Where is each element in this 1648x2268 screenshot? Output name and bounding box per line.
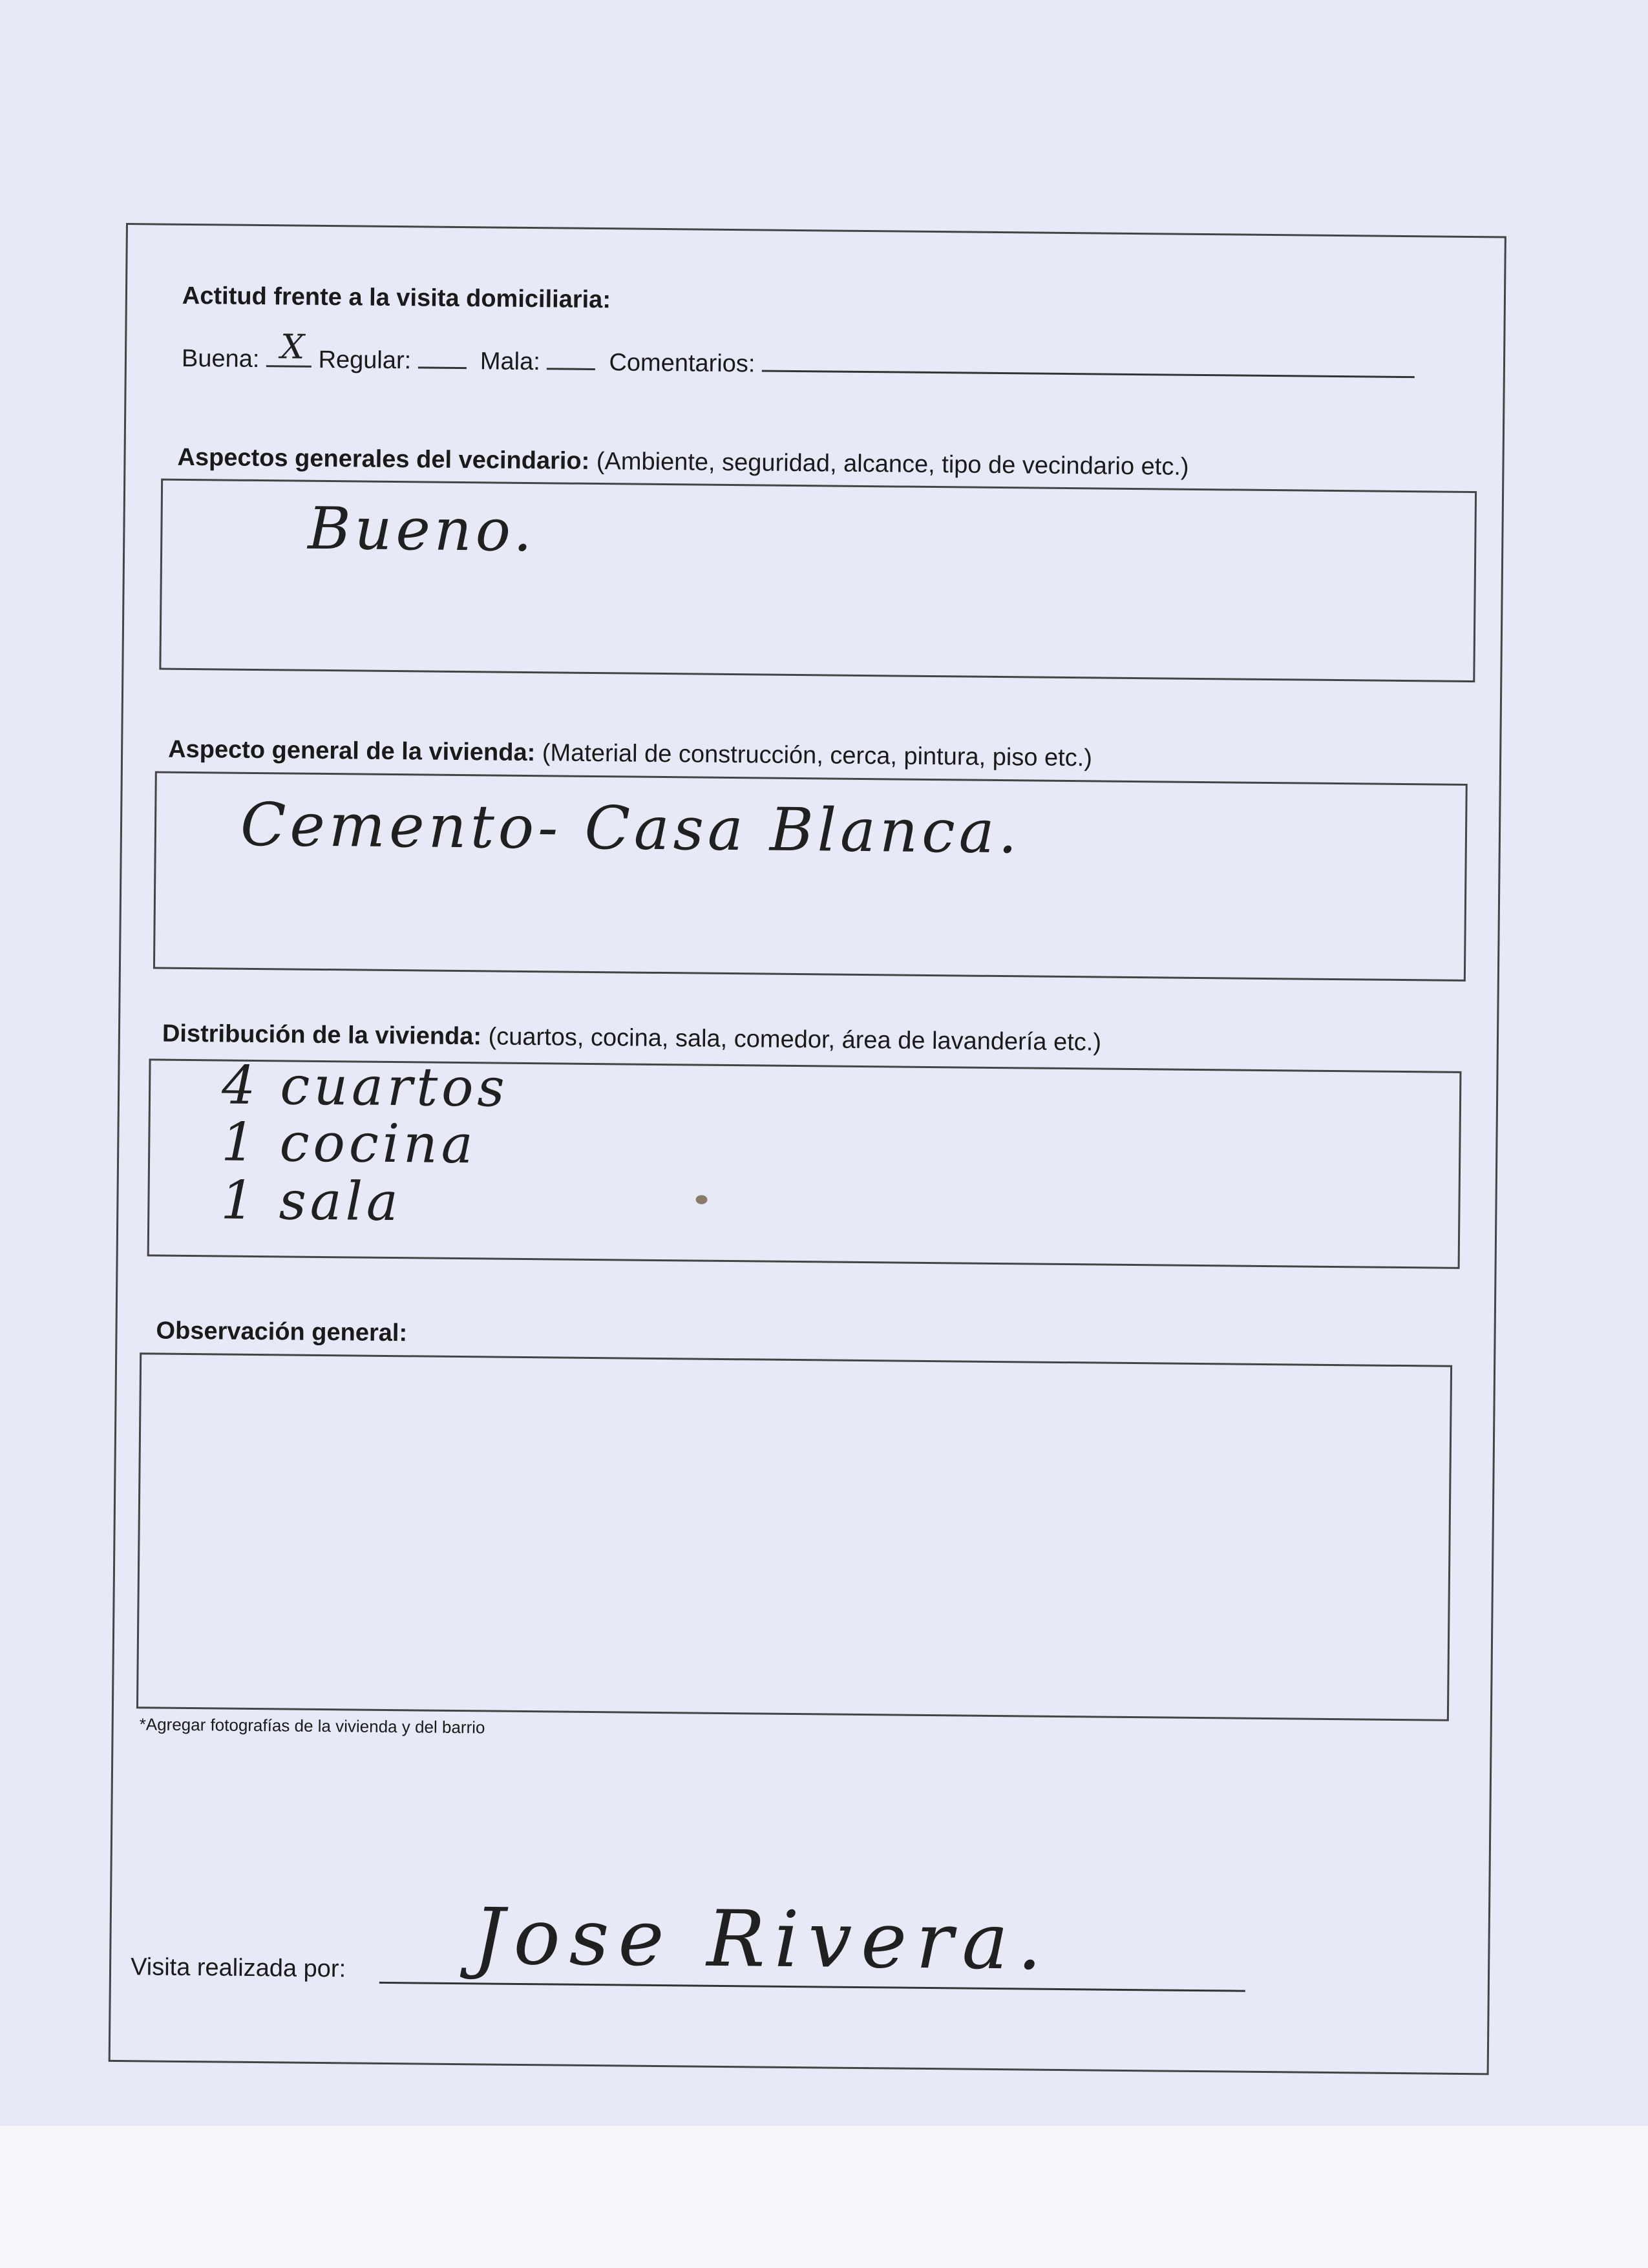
regular-blank[interactable] [418,347,467,369]
good-mark: X [280,328,305,367]
comments-line[interactable] [762,350,1415,378]
visit-label: Visita realizada por: [130,1953,346,1983]
distribution-line-1: 4 cuartos [221,1055,509,1119]
housing-answer: Cemento- Casa Blanca. [240,790,1022,867]
attitude-options [181,328,1415,384]
attitude-heading: Actitud frente a la visita domiciliaria: [182,282,611,314]
housing-box[interactable] [153,771,1468,981]
comments-label: Comentarios: [609,349,755,378]
bad-label: Mala: [480,348,540,376]
visit-form [109,223,1506,2075]
bad-blank[interactable] [547,348,595,370]
observation-box[interactable] [136,1352,1452,1721]
neighborhood-box[interactable] [159,479,1477,683]
neighborhood-heading: Aspectos generales del vecindario: (Ambiente, seguridad, alcance, tipo de vecindario etc.) [177,443,1189,481]
housing-heading: Aspecto general de la vivienda: (Material de construcción, cerca, pintura, piso etc.) [167,735,1093,772]
scan-background-strip [0,2126,1648,2268]
good-label: Buena: [181,344,260,373]
regular-label: Regular: [318,346,412,375]
distribution-box[interactable] [147,1055,1462,1268]
distribution-hint: (cuartos, cocina, sala, comedor, área de lavandería etc.) [488,1023,1102,1056]
signature: Jose Rivera. [472,1892,1051,1988]
neighborhood-answer: Bueno. [307,494,536,565]
distribution-heading: Distribución de la vivienda: (cuartos, cocina, sala, comedor, área de lavandería etc.) [162,1020,1102,1056]
photo-footnote: *Agregar fotografías de la vivienda y del barrio [139,1714,485,1738]
distribution-line-2: 1 cocina [220,1111,478,1176]
good-blank[interactable] [266,328,312,368]
observation-heading: Observación general: [156,1317,408,1347]
neighborhood-hint: (Ambiente, seguridad, alcance, tipo de vecindario etc.) [596,448,1189,481]
housing-hint: (Material de construcción, cerca, pintura, piso etc.) [542,739,1093,772]
distribution-line-3: 1 sala [220,1170,403,1234]
dust-speck [695,1195,707,1204]
